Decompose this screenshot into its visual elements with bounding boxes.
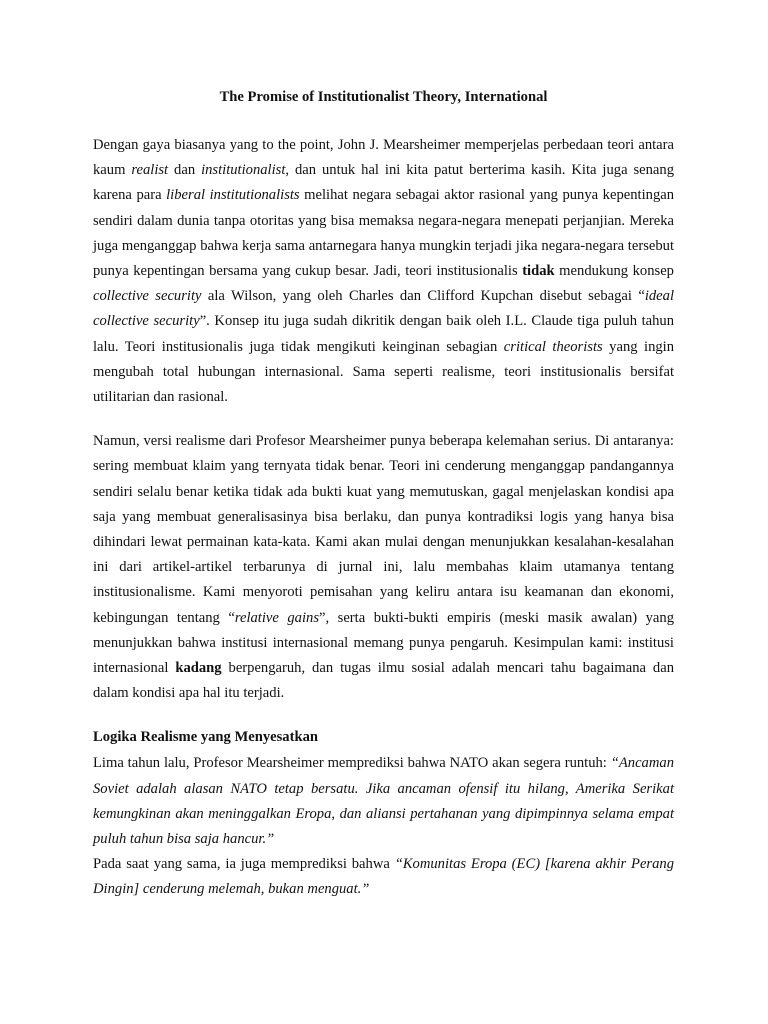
italic-text: “Ancaman Soviet adalah alasan NATO tetap bersatu. Jika ancaman ofensif itu hilang, Amerika Serikat kemungkinan akan meninggalkan Eropa, dan aliansi pertahanan yang dipimpinnya selama empat puluh tahun bisa saja hancur.” [93,755,674,848]
body-paragraph [93,133,674,410]
italic-text: institutionalist [201,162,286,179]
text-run: berpengaruh, dan tugas ilmu sosial adalah mencari tahu bagaimana dan dalam kondisi apa hal itu terjadi. [93,660,674,702]
italic-text: realist [131,162,169,179]
body-paragraph [93,751,674,852]
italic-text: collective security [93,288,202,305]
paragraph-spacer [93,706,674,725]
bold-text: tidak [522,263,555,280]
text-run: Pada saat yang sama, ia juga memprediksi bahwa [93,856,395,873]
section-heading: Logika Realisme yang Menyesatkan [93,729,318,746]
document-title: The Promise of Institutionalist Theory, International [219,89,548,105]
italic-text: liberal institutionalists [166,187,300,204]
italic-text: critical theorists [503,338,603,355]
text-run: dan [168,162,202,179]
italic-text: ideal collective security [93,288,674,330]
italic-text: “Komunitas Eropa (EC) [karena akhir Perang Dingin] cenderung melemah, bukan menguat.” [93,856,674,898]
text-run: yang ingin mengubah total hubungan internasional. Sama seperti realisme, teori institusionalis bersifat utilitarian dan rasional. [93,338,675,406]
text-run: mendukung konsep [554,263,674,280]
bold-text: kadang [175,660,222,677]
text-run: ”, serta bukti-bukti empiris (meski masik awalan) yang menunjukkan bahwa institusi internasional memang punya pengaruh. Kesimpulan kami: institusi internasional [93,609,674,677]
body-paragraph [93,852,674,902]
text-run: , dan untuk hal ini kita patut berterima kasih. Kita juga senang karena para [93,162,674,204]
italic-text: relative gains [234,609,320,626]
body-paragraph [93,429,674,706]
text-run: melihat negara sebagai aktor rasional yang punya kepentingan sendiri dalam dunia tanpa otoritas yang bisa memaksa negara-negara menepati perjanjian. Mereka juga menganggap bahwa kerja sama antarnegara hanya mungkin terjadi jika negara-negara tersebut punya kepentingan bersama yang cukup besar. Jadi, teori institusionalis [93,187,675,280]
text-run: Lima tahun lalu, Profesor Mearsheimer memprediksi bahwa NATO akan segera runtuh: [93,755,611,772]
text-run: Namun, versi realisme dari Profesor Mearsheimer punya beberapa kelemahan serius. Di antaranya: sering membuat klaim yang ternyata tidak benar. Teori ini cenderung menganggap pandangannya sendiri selalu benar ketika tidak ada bukti kuat yang memutuskan, gagal menjelaskan kondisi apa saja yang membuat generalisasinya bisa berlaku, dan punya kontradiksi logis yang hanya bisa dihindari lewat permainan kata-kata. Kami akan mulai dengan menunjukkan kesalahan-kesalahan ini dari artikel-artikel terbarunya di jurnal ini, lalu membahas klaim utamanya tentang institusionalisme. Kami menyoroti pemisahan yang keliru antara isu keamanan dan ekonomi, kebingungan tentang “ [93,433,674,626]
text-run: ”. Konsep itu juga sudah dikritik dengan baik oleh I.L. Claude tiga puluh tahun lalu. Teori institusionalis juga tidak mengikuti keinginan sebagian [93,313,675,355]
paragraph-spacer [93,410,674,429]
text-run: Dengan gaya biasanya yang to the point, John J. Mearsheimer memperjelas perbedaan teori antara kaum [93,137,674,179]
text-run: ala Wilson, yang oleh Charles dan Clifford Kupchan disebut sebagai “ [201,288,645,305]
document-body [93,86,674,903]
